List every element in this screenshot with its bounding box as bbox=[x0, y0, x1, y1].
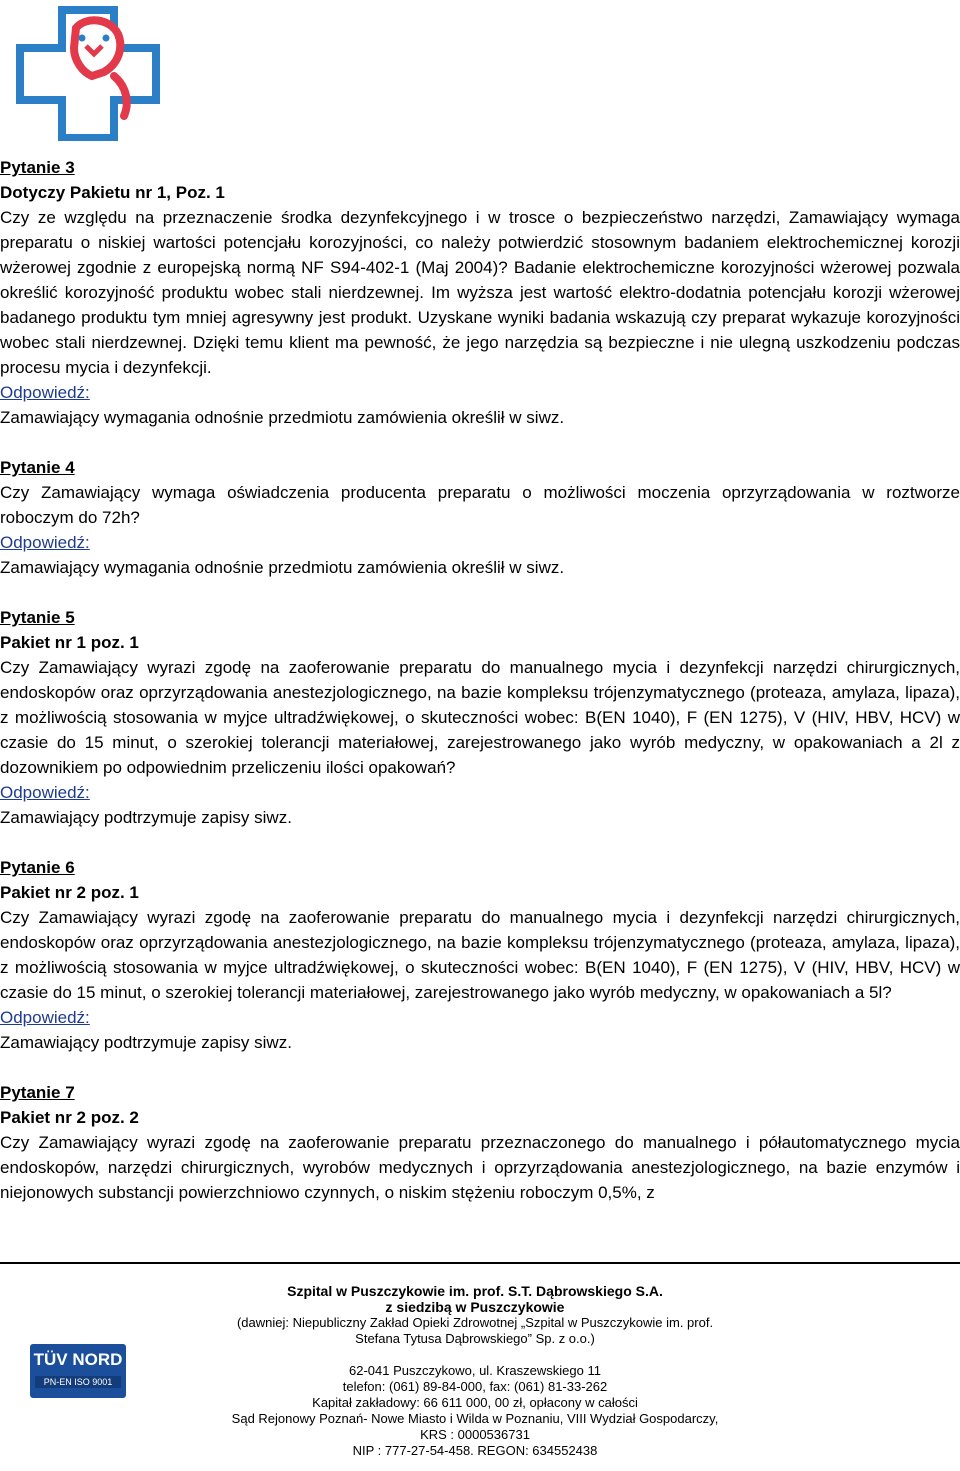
answer-text: Zamawiający podtrzymuje zapisy siwz. bbox=[0, 1033, 292, 1052]
answer-label: Odpowiedź: bbox=[0, 533, 90, 552]
question-text: Czy Zamawiający wyrazi zgodę na zaoferowanie preparatu przeznaczonego do manualnego i półautomatycznego mycia endoskopów, narzędzi chirurgicznych, wyrobów medycznych i oprzyrządowania anestezjologicznego, na bazie enzymów i niejonowych substancji powierzchniowo czynnych, o niskim stężeniu roboczym 0,5%, z bbox=[0, 1133, 960, 1202]
question-text: Czy Zamawiający wymaga oświadczenia producenta preparatu o możliwości moczenia oprzyrządowania w roztworze roboczym do 72h? bbox=[0, 483, 960, 527]
question-text: Czy Zamawiający wyrazi zgodę na zaoferowanie preparatu do manualnego mycia i dezynfekcji narzędzi chirurgicznych, endoskopów oraz oprzyrządowania anestezjologicznego, na bazie kompleksu trójenzymatycznego (proteaza, amylaza, lipaza), z możliwością stosowania w myjce ultradźwiękowej, o skuteczności wobec: B(EN 1040), F (EN 1275), V (HIV, HBV, HCV) w czasie do 15 minut, o szerokiej tolerancji materiałowej, zarejestrowanego jako wyrób medyczny, w opakowaniach a 2l z dozownikiem po odpowiednim przeliczeniu ilości opakowań? bbox=[0, 658, 960, 777]
company-krs: KRS : 0000536731 bbox=[420, 1427, 530, 1442]
company-court: Sąd Rejonowy Poznań- Nowe Miasto i Wilda w Poznaniu, VIII Wydział Gospodarczy, bbox=[231, 1411, 719, 1426]
answer-label: Odpowiedź: bbox=[0, 383, 90, 402]
company-seat: z siedzibą w Puszczykowie bbox=[385, 1299, 565, 1315]
question-title: Pytanie 6 bbox=[0, 858, 75, 877]
question-block-3 bbox=[0, 155, 960, 430]
question-block-6 bbox=[0, 855, 960, 1055]
footer-divider bbox=[0, 1262, 960, 1264]
question-text: Czy Zamawiający wyrazi zgodę na zaoferowanie preparatu do manualnego mycia i dezynfekcji narzędzi chirurgicznych, endoskopów oraz oprzyrządowania anestezjologicznego, na bazie kompleksu trójenzymatycznego (proteaza, amylaza, lipaza), z możliwością stosowania w myjce ultradźwiękowej, o skuteczności wobec: B(EN 1040), F (EN 1275), V (HIV, HBV, HCV) w czasie do 15 minut, o szerokiej tolerancji materiałowej, zarejestrowanego jako wyrób medyczny, w opakowaniach a 5l? bbox=[0, 908, 960, 1002]
answer-label: Odpowiedź: bbox=[0, 783, 90, 802]
answer-label: Odpowiedź: bbox=[0, 1008, 90, 1027]
question-subtitle: Pakiet nr 2 poz. 1 bbox=[0, 883, 139, 902]
company-phone: telefon: (061) 89-84-000, fax: (061) 81-33-262 bbox=[342, 1379, 608, 1394]
question-title: Pytanie 4 bbox=[0, 458, 75, 477]
question-text: Czy ze względu na przeznaczenie środka dezynfekcyjnego i w trosce o bezpieczeństwo narzędzi, Zamawiający wymaga preparatu o niskiej wartości potencjału korozyjności, co należy potwierdzić stosownym badaniem elektrochemicznej korozji wżerowej zgodnie z europejską normą NF S94-402-1 (Maj 2004)? Badanie elektrochemiczne korozyjności wżerowej pozwala określić korozyjność produktu wobec stali nierdzewnej. Im wyższa jest wartość elektro-dodatnia potencjału korozji wżerowej badanego produktu tym mniej agresywny jest produkt. Uzyskane wyniki badania wskazują czy preparat wykazuje korozyjności wobec stali nierdzewnej. Dzięki temu klient ma pewność, że jego narzędzia są bezpieczne i nie ulegną uszkodzeniu podczas procesu mycia i dezynfekcji. bbox=[0, 208, 960, 377]
question-title: Pytanie 5 bbox=[0, 608, 75, 627]
company-footer bbox=[190, 1283, 760, 1459]
question-subtitle: Pakiet nr 2 poz. 2 bbox=[0, 1108, 139, 1127]
question-subtitle: Dotyczy Pakietu nr 1, Poz. 1 bbox=[0, 183, 225, 202]
question-block-5 bbox=[0, 605, 960, 830]
former-name-line-2: Stefana Tytusa Dąbrowskiego” Sp. z o.o.) bbox=[355, 1331, 595, 1346]
question-subtitle: Pakiet nr 1 poz. 1 bbox=[0, 633, 139, 652]
answer-text: Zamawiający wymagania odnośnie przedmiotu zamówienia określił w siwz. bbox=[0, 408, 565, 427]
company-address: 62-041 Puszczykowo, ul. Kraszewskiego 11 bbox=[349, 1363, 601, 1378]
badge-cert: PN-EN ISO 9001 bbox=[35, 1376, 121, 1388]
former-name-line-1: (dawniej: Niepubliczny Zakład Opieki Zdrowotnej „Szpital w Puszczykowie im. prof. bbox=[236, 1315, 714, 1330]
document-body bbox=[0, 155, 960, 1205]
tuv-nord-certificate-badge bbox=[30, 1344, 126, 1398]
question-block-4 bbox=[0, 455, 960, 580]
company-name: Szpital w Puszczykowie im. prof. S.T. Dąbrowskiego S.A. bbox=[287, 1283, 663, 1299]
hospital-cross-bird-logo-icon bbox=[14, 6, 164, 141]
answer-text: Zamawiający wymagania odnośnie przedmiotu zamówienia określił w siwz. bbox=[0, 558, 565, 577]
question-title: Pytanie 3 bbox=[0, 158, 75, 177]
question-title: Pytanie 7 bbox=[0, 1083, 75, 1102]
answer-text: Zamawiający podtrzymuje zapisy siwz. bbox=[0, 808, 292, 827]
company-capital: Kapitał zakładowy: 66 611 000, 00 zł, opłacony w całości bbox=[312, 1395, 638, 1410]
company-nip-regon: NIP : 777-27-54-458. REGON: 634552438 bbox=[352, 1443, 598, 1458]
question-block-7 bbox=[0, 1080, 960, 1205]
badge-name: TÜV NORD bbox=[33, 1350, 123, 1369]
